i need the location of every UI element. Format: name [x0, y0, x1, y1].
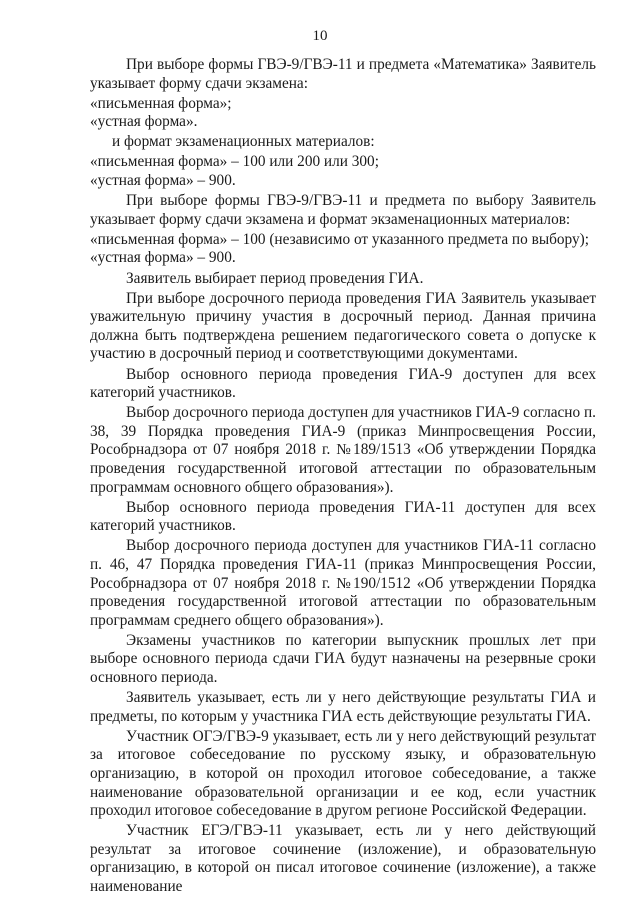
paragraph-material-format: и формат экзаменационных материалов:: [112, 133, 375, 151]
paragraph-gia9-early-period: Выбор досрочного периода доступен для участников ГИА-9 согласно п. 38, 39 Порядка проведения ГИА-9 (приказ Минпросвещения России, Рособрнадзора от 07 ноября 2018 г. №189/1513 «Об утверждении Порядка проведения государственной итоговой аттестации по образовательным программам основного общего образования»).: [90, 404, 596, 496]
paragraph-early-period-reason: При выборе досрочного периода проведения ГИА Заявитель указывает уважительную причину участия в досрочный период. Данная причина должна быть подтверждена решением педагогического совета о допуске к участию в досрочный период и соответствующими документами.: [90, 289, 596, 363]
paragraph-past-graduates: Экзамены участников по категории выпускник прошлых лет при выборе основного периода сдачи ГИА будут назначены на резервные сроки основного периода.: [90, 631, 596, 686]
paragraph-period-choice: Заявитель выбирает период проведения ГИА.: [126, 269, 424, 287]
list-item-written-format: «письменная форма» – 100 или 200 или 300;: [90, 153, 379, 171]
paragraph-gia11-early-period: Выбор досрочного периода доступен для участников ГИА-11 согласно п. 46, 47 Порядка проведения ГИА-11 (приказ Минпросвещения России, Рособрнадзора от 07 ноября 2018 г. №190/1512 «Об утверждении Порядка проведения государственной итоговой аттестации по образовательным программам среднего общего образования»).: [90, 537, 596, 629]
document-body: [90, 56, 596, 898]
list-item-written-form: «письменная форма»;: [90, 94, 232, 112]
list-item-oral-format: «устная форма» – 900.: [90, 172, 236, 190]
paragraph-ege-essay: Участник ЕГЭ/ГВЭ-11 указывает, есть ли у него действующий результат за итоговое сочинение (изложение), и образовательную организацию, в которой он писал итоговое сочинение (изложение), а также наименование: [90, 822, 596, 896]
page-number: 10: [312, 28, 328, 44]
paragraph-math-form: При выборе формы ГВЭ-9/ГВЭ-11 и предмета «Математика» Заявитель указывает форму сдачи экзамена:: [90, 56, 596, 92]
list-item-oral-form: «устная форма».: [90, 113, 198, 131]
paragraph-valid-results: Заявитель указывает, есть ли у него действующие результаты ГИА и предметы, по которым у участника ГИА есть действующие результаты ГИА.: [90, 689, 596, 725]
list-item-oral-elective: «устная форма» – 900.: [90, 249, 236, 267]
paragraph-gia11-main-period: Выбор основного периода проведения ГИА-11 доступен для всех категорий участников.: [90, 498, 596, 535]
paragraph-oge-interview: Участник ОГЭ/ГВЭ-9 указывает, есть ли у него действующий результат за итоговое собеседование по русскому языку, и образовательную организацию, в которой он проходил итоговое собеседование, а также наименование образовательной организации и ее код, если участник проходил итоговое собеседование в другом регионе Российской Федерации.: [90, 727, 596, 820]
paragraph-gia9-main-period: Выбор основного периода проведения ГИА-9 доступен для всех категорий участников.: [90, 365, 596, 402]
list-item-written-elective: «письменная форма» – 100 (независимо от указанного предмета по выбору);: [90, 230, 589, 248]
paragraph-elective-subject: При выборе формы ГВЭ-9/ГВЭ-11 и предмета по выбору Заявитель указывает форму сдачи экзамена и формат экзаменационных материалов:: [90, 192, 596, 228]
